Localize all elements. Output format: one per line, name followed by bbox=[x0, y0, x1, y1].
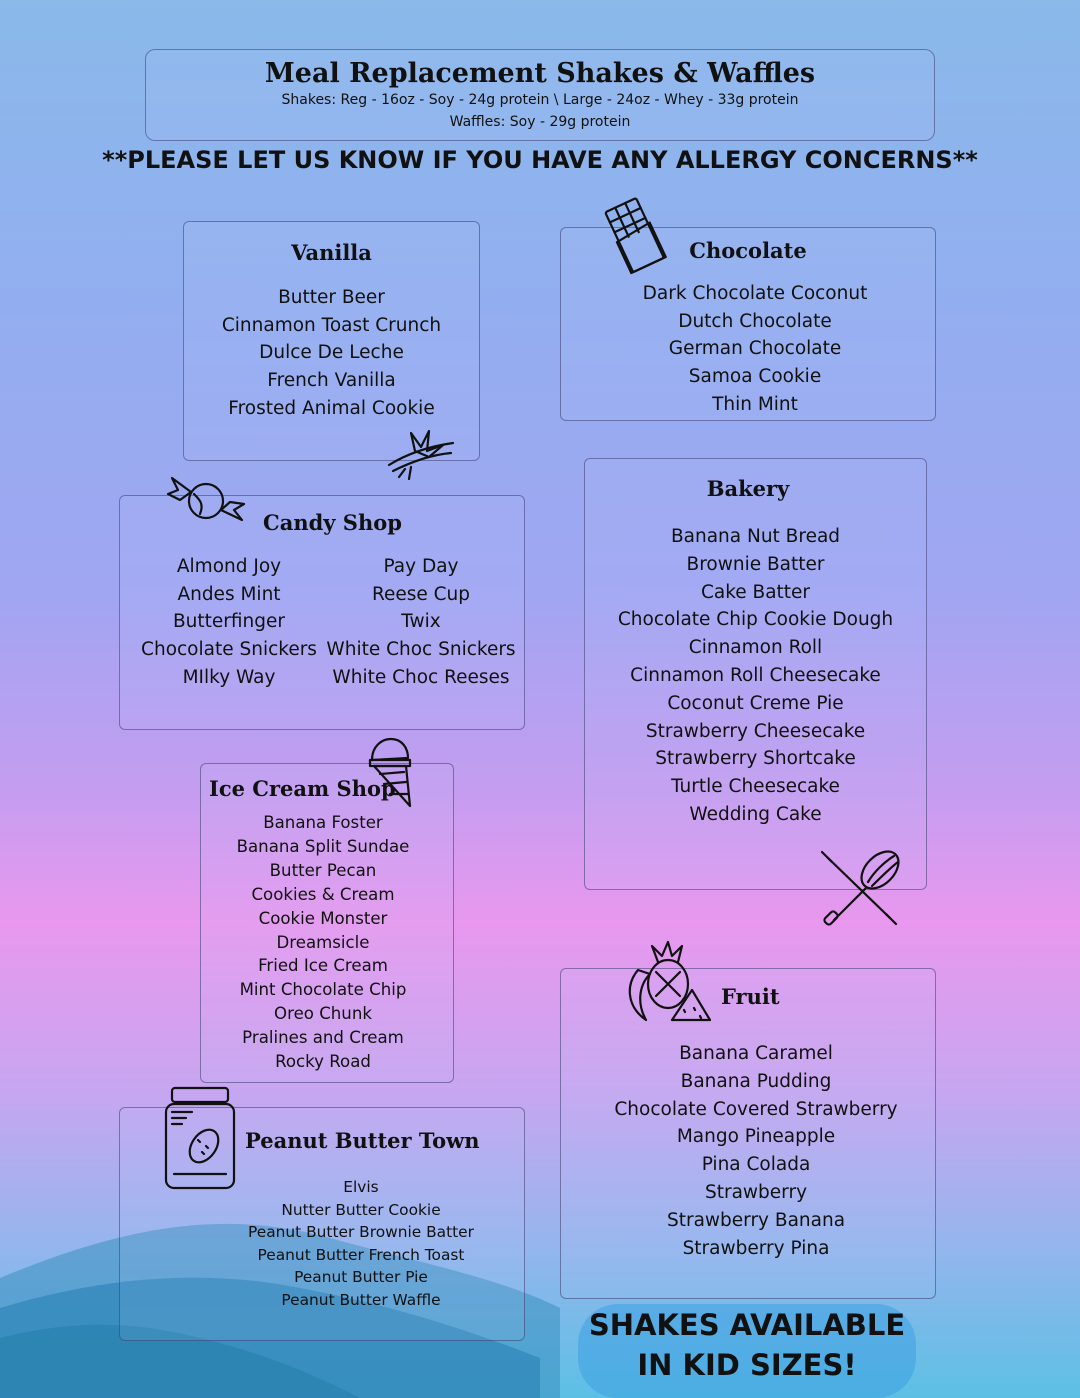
vanilla-title: Vanilla bbox=[291, 240, 372, 265]
chocolate-title: Chocolate bbox=[689, 238, 807, 263]
ice-cream-cone-icon bbox=[366, 736, 416, 810]
list-item: German Chocolate bbox=[668, 338, 842, 360]
list-item: Thin Mint bbox=[712, 393, 798, 415]
list-item: Turtle Cheesecake bbox=[671, 776, 840, 798]
list-item: Nutter Butter Cookie bbox=[281, 1200, 441, 1219]
list-item: French Vanilla bbox=[267, 370, 396, 392]
list-item: Twix bbox=[401, 611, 441, 633]
list-item: Fried Ice Cream bbox=[258, 956, 388, 976]
candy-list-left bbox=[132, 553, 326, 692]
bakery-title: Bakery bbox=[706, 476, 790, 501]
allergy-notice: **PLEASE LET US KNOW IF YOU HAVE ANY ALLERGY CONCERNS** bbox=[102, 146, 978, 174]
list-item: Almond Joy bbox=[176, 556, 282, 577]
candy-title: Candy Shop bbox=[263, 510, 402, 535]
icecream-list bbox=[201, 811, 445, 1074]
list-item: Reese Cup bbox=[371, 583, 471, 605]
chocolate-bar-icon bbox=[598, 194, 672, 278]
list-item: Peanut Butter Waffle bbox=[281, 1290, 441, 1309]
list-item: Coconut Creme Pie bbox=[667, 692, 844, 714]
list-item: Strawberry Banana bbox=[666, 1209, 846, 1231]
list-item: Oreo Chunk bbox=[274, 1004, 372, 1024]
peanut-list bbox=[120, 1176, 602, 1311]
list-item: Peanut Butter French Toast bbox=[257, 1245, 465, 1264]
list-item: Cinnamon Toast Crunch bbox=[221, 314, 442, 336]
list-item: Strawberry bbox=[704, 1181, 808, 1203]
list-item: Cake Batter bbox=[700, 581, 811, 603]
list-item: Chocolate Chip Cookie Dough bbox=[617, 609, 894, 631]
icecream-title: Ice Cream Shop bbox=[209, 776, 396, 801]
header-box bbox=[145, 49, 935, 141]
list-item: Banana Foster bbox=[263, 813, 383, 832]
waffles-info: Waffles: Soy - 29g protein bbox=[449, 114, 631, 130]
list-item: Cinnamon Roll bbox=[688, 637, 823, 659]
list-item: Banana Pudding bbox=[680, 1070, 832, 1092]
vanilla-list bbox=[184, 284, 479, 423]
list-item: Mango Pineapple bbox=[676, 1126, 836, 1148]
bakery-list bbox=[585, 523, 926, 829]
list-item: Chocolate Covered Strawberry bbox=[614, 1098, 898, 1120]
list-item: Butterfinger bbox=[172, 611, 286, 633]
fruit-box bbox=[560, 968, 936, 1299]
fruit-list bbox=[561, 1040, 951, 1262]
list-item: White Choc Snickers bbox=[326, 639, 516, 661]
page-title: Meal Replacement Shakes & Waffles bbox=[264, 58, 816, 89]
list-item: Strawberry Cheesecake bbox=[645, 720, 866, 742]
candy-icon bbox=[164, 470, 248, 532]
list-item: Pralines and Cream bbox=[242, 1028, 404, 1048]
list-item: Brownie Batter bbox=[686, 553, 825, 575]
peanut-butter-jar-icon bbox=[162, 1084, 238, 1192]
list-item: Wedding Cake bbox=[689, 803, 822, 825]
bakery-box bbox=[584, 458, 927, 890]
fruit-title: Fruit bbox=[721, 984, 780, 1009]
list-item: Banana Caramel bbox=[679, 1043, 833, 1064]
list-item: Peanut Butter Pie bbox=[294, 1268, 428, 1286]
list-item: Strawberry Shortcake bbox=[655, 748, 856, 770]
fruit-icon bbox=[622, 940, 714, 1026]
list-item: Dulce De Leche bbox=[259, 342, 404, 364]
list-item: Banana Nut Bread bbox=[670, 526, 841, 547]
list-item: Dark Chocolate Coconut bbox=[642, 283, 868, 304]
list-item: Butter Beer bbox=[278, 287, 385, 308]
list-item: Cookies & Cream bbox=[251, 884, 395, 904]
shakes-info: Shakes: Reg - 16oz - Soy - 24g protein \ Large - 24oz - Whey - 33g protein bbox=[281, 92, 799, 108]
kids-banner-line1: SHAKES AVAILABLE bbox=[588, 1308, 906, 1342]
kids-banner-line2: IN KID SIZES! bbox=[637, 1348, 857, 1382]
list-item: Samoa Cookie bbox=[688, 366, 822, 388]
list-item: Andes Mint bbox=[177, 583, 281, 605]
list-item: MIlky Way bbox=[182, 666, 276, 688]
list-item: Strawberry Pina bbox=[682, 1237, 830, 1259]
list-item: Pay Day bbox=[383, 556, 459, 577]
list-item: Pina Colada bbox=[701, 1154, 811, 1176]
list-item: Cinnamon Roll Cheesecake bbox=[630, 664, 881, 686]
list-item: Mint Chocolate Chip bbox=[239, 980, 407, 1000]
list-item: Banana Split Sundae bbox=[236, 836, 410, 856]
list-item: Cookie Monster bbox=[258, 908, 388, 928]
list-item: Frosted Animal Cookie bbox=[228, 397, 435, 419]
chocolate-list bbox=[561, 280, 949, 419]
icecream-box bbox=[200, 763, 454, 1083]
list-item: Elvis bbox=[343, 1178, 379, 1196]
list-item: White Choc Reeses bbox=[332, 666, 510, 688]
list-item: Dutch Chocolate bbox=[678, 310, 832, 332]
candy-list-right bbox=[324, 553, 518, 692]
list-item: Dreamsicle bbox=[276, 932, 370, 952]
list-item: Chocolate Snickers bbox=[141, 639, 317, 661]
list-item: Rocky Road bbox=[275, 1052, 371, 1072]
kids-sizes-banner bbox=[578, 1304, 916, 1398]
whisk-rolling-pin-icon bbox=[818, 848, 902, 928]
list-item: Peanut Butter Brownie Batter bbox=[248, 1223, 474, 1241]
peanut-title: Peanut Butter Town bbox=[245, 1128, 480, 1153]
vanilla-flower-icon bbox=[385, 425, 457, 480]
list-item: Butter Pecan bbox=[269, 860, 377, 880]
